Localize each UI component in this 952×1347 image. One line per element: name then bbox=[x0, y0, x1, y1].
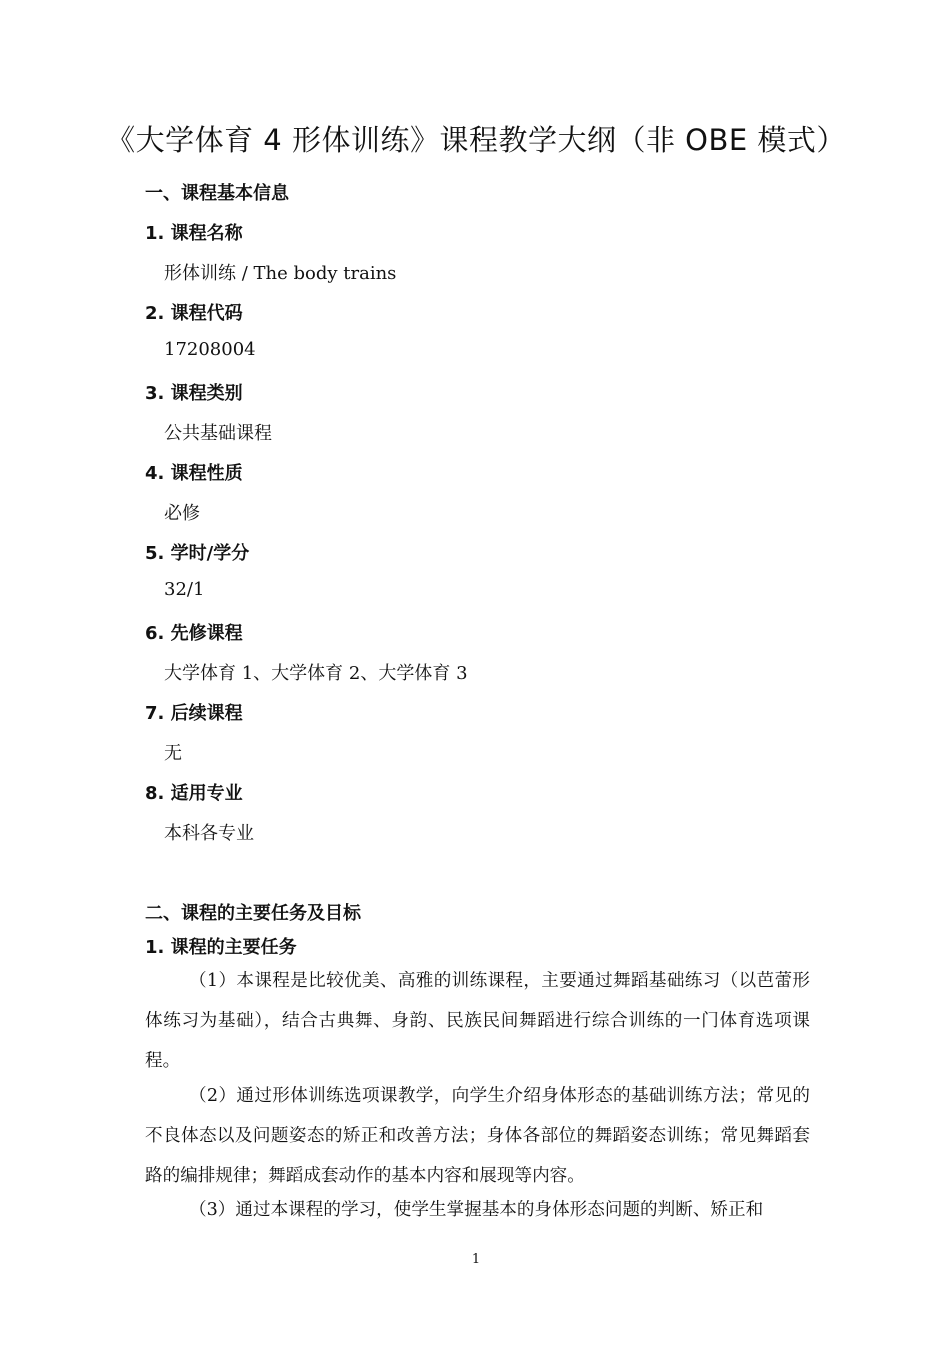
item-course-name-label: 1. 课程名称 bbox=[145, 223, 243, 244]
item-course-nature-value: 必修 bbox=[164, 503, 200, 524]
item-course-category-label: 3. 课程类别 bbox=[145, 383, 243, 404]
item-majors-label: 8. 适用专业 bbox=[145, 783, 243, 804]
item-prerequisites-label: 6. 先修课程 bbox=[145, 623, 243, 644]
task-paragraph-1: （1）本课程是比较优美、高雅的训练课程，主要通过舞蹈基础练习（以芭蕾形体练习为基础），结合古典舞、身韵、民族民间舞蹈进行综合训练的一门体育选项课程。 bbox=[145, 971, 810, 1071]
item-course-nature-label: 4. 课程性质 bbox=[145, 463, 243, 484]
task-paragraph-2: （2）通过形体训练选项课教学，向学生介绍身体形态的基础训练方法；常见的不良体态以及问题姿态的矫正和改善方法；身体各部位的舞蹈姿态训练；常见舞蹈套路的编排规律；舞蹈成套动作的基本内容和展现等内容。 bbox=[145, 1086, 810, 1186]
item-hours-credits-value: 32/1 bbox=[164, 579, 205, 600]
item-followup-value: 无 bbox=[164, 743, 182, 764]
item-course-code-label: 2. 课程代码 bbox=[145, 303, 243, 324]
item-course-category-value: 公共基础课程 bbox=[164, 423, 272, 444]
section-2-heading: 二、课程的主要任务及目标 bbox=[145, 903, 361, 924]
page-number: 1 bbox=[471, 1252, 481, 1267]
item-course-name-value: 形体训练 / The body trains bbox=[164, 263, 397, 284]
item-course-code-value: 17208004 bbox=[164, 339, 256, 360]
item-followup-label: 7. 后续课程 bbox=[145, 703, 243, 724]
task-paragraph-3: （3）通过本课程的学习，使学生掌握基本的身体形态问题的判断、矫正和 bbox=[189, 1200, 764, 1220]
item-majors-value: 本科各专业 bbox=[164, 823, 254, 844]
document-title: 《大学体育 4 形体训练》课程教学大纲（非 OBE 模式） bbox=[106, 123, 846, 157]
item-hours-credits-label: 5. 学时/学分 bbox=[145, 543, 250, 564]
section-1-heading: 一、课程基本信息 bbox=[145, 183, 289, 204]
section-2-sub-heading: 1. 课程的主要任务 bbox=[145, 937, 297, 958]
item-prerequisites-value: 大学体育 1、大学体育 2、大学体育 3 bbox=[164, 663, 468, 684]
